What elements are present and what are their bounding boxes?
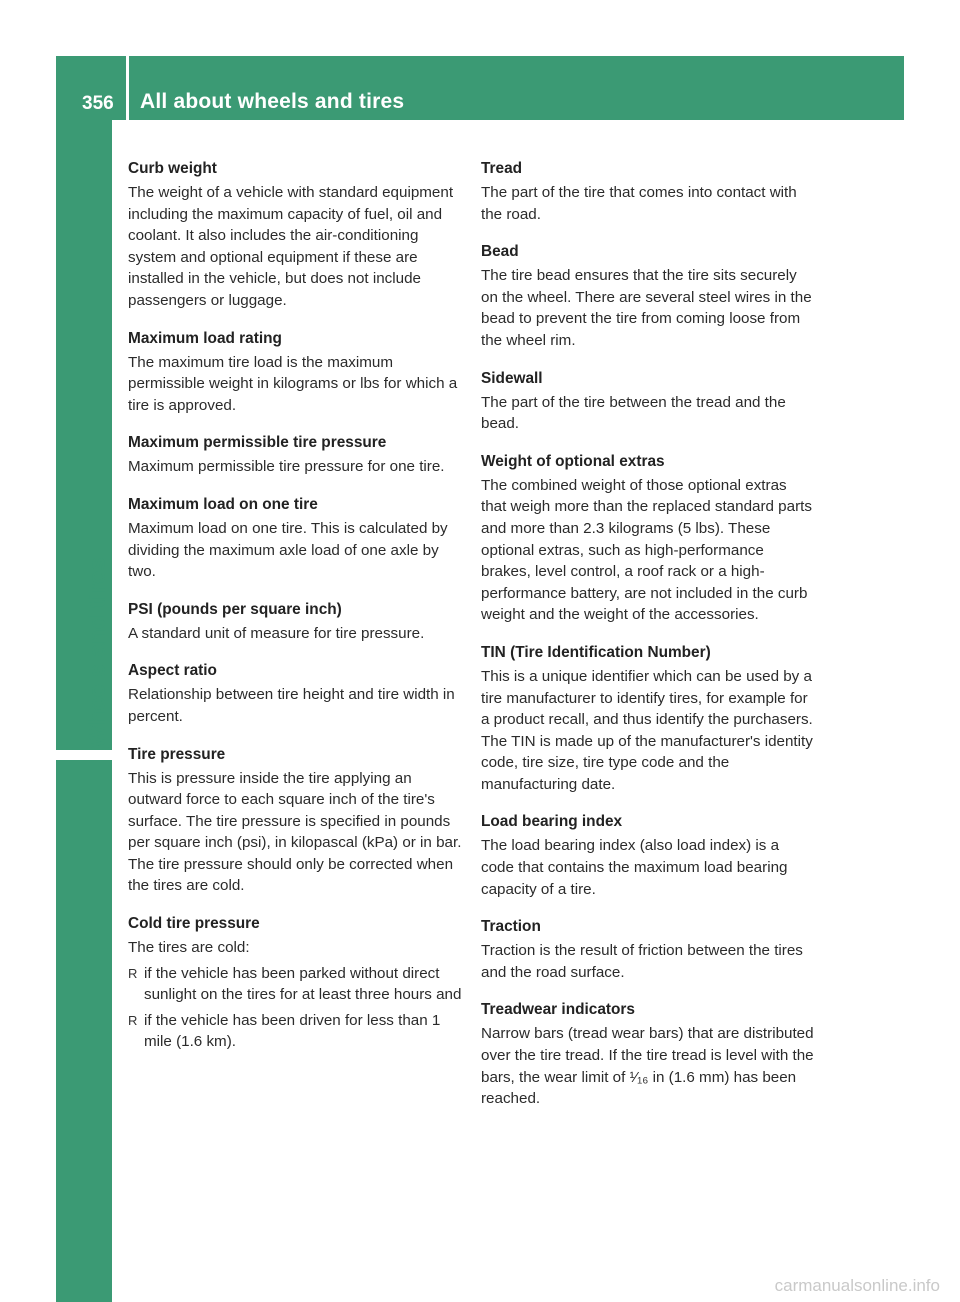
glossary-term: Tire pressure xyxy=(128,745,226,763)
glossary-term: Traction xyxy=(481,918,541,936)
glossary-entry xyxy=(481,152,815,225)
glossary-entry xyxy=(128,152,462,312)
glossary-entry xyxy=(481,910,815,983)
glossary-entry xyxy=(481,993,815,1109)
glossary-term: Maximum load on one tire xyxy=(128,495,318,513)
glossary-entry xyxy=(128,907,462,1053)
glossary-term: Maximum permissible tire pressure xyxy=(128,434,387,452)
glossary-term: Cold tire pressure xyxy=(128,915,260,933)
glossary-entry xyxy=(128,654,462,727)
glossary-term: Curb weight xyxy=(128,160,217,177)
glossary-entry xyxy=(128,426,462,478)
glossary-term: Load bearing index xyxy=(481,813,623,831)
glossary-entry xyxy=(481,445,815,626)
glossary-definition: The maximum tire load is the maximum permissible weight in kilograms or lbs for which a tire is approved. xyxy=(128,353,458,414)
glossary-term: TIN (Tire Identification Number) xyxy=(481,643,711,661)
list-item: R if the vehicle has been driven for less than 1 mile (1.6 km). xyxy=(128,1010,462,1053)
glossary-definition: The combined weight of those optional extras that weigh more than the replaced standard parts and more than 2.3 kilograms (5 lbs). These optional extras, such as high-performance brakes, level control, a roof rack or a high-performance battery, are not included in the curb weight and the weight of the accessories. xyxy=(481,476,812,624)
glossary-definition: Relationship between tire height and tire width in percent. xyxy=(128,686,455,725)
header-divider xyxy=(126,56,129,120)
glossary-definition: This is a unique identifier which can be used by a tire manufacturer to identify tires, for example for a product recall, and thus identify the purchasers. The TIN is made up of the manufacturer's identity code, tire size, tire type code and the manufacturing date. xyxy=(481,667,813,793)
glossary-definition: The tire bead ensures that the tire sits securely on the wheel. There are several steel wires in the bead to prevent the tire from coming loose from the wheel rim. xyxy=(481,267,812,349)
glossary-entry xyxy=(481,805,815,900)
glossary-definition: The weight of a vehicle with standard equipment including the maximum capacity of fuel, oil and coolant. It also includes the air-conditioning system and optional equipment if these are installed in the vehicle, but does not include passengers or luggage. xyxy=(128,184,454,309)
glossary-entry xyxy=(128,593,462,645)
side-tab-bottom xyxy=(56,760,112,1302)
glossary-term: Maximum load rating xyxy=(128,329,282,347)
list-item: R if the vehicle has been parked without direct sunlight on the tires for at least three hours and xyxy=(128,963,462,1006)
glossary-term: Tread xyxy=(481,160,523,177)
glossary-entry xyxy=(128,738,462,898)
bullet-list xyxy=(128,963,462,1053)
glossary-entry xyxy=(481,235,815,351)
page-header xyxy=(56,56,904,120)
side-tab-label: Wheels and tires xyxy=(84,557,111,748)
glossary-definition: This is pressure inside the tire applying an outward force to each square inch of the tire's surface. The tire pressure is specified in pounds per square inch (psi), in kilopascal (kPa) or in bar. The tire pressure should only be corrected when the tires are cold. xyxy=(128,769,462,895)
glossary-definition: Traction is the result of friction between the tires and the road surface. xyxy=(481,942,803,981)
glossary-definition: Maximum load on one tire. This is calculated by dividing the maximum axle load of one axle by two. xyxy=(128,519,448,581)
glossary-entry xyxy=(481,636,815,796)
glossary-term: Aspect ratio xyxy=(128,662,217,680)
glossary-entry xyxy=(481,362,815,435)
left-column xyxy=(128,152,462,1053)
glossary-definition: Narrow bars (tread wear bars) that are distributed over the tire tread. If the tire tread is level with the bars, the wear limit of ¹⁄₁₆ in (1.6 mm) has been reached. xyxy=(481,1025,814,1108)
glossary-term: PSI (pounds per square inch) xyxy=(128,600,342,618)
glossary-term: Weight of optional extras xyxy=(481,452,665,470)
glossary-definition: Maximum permissible tire pressure for one tire. xyxy=(128,458,445,476)
glossary-term: Bead xyxy=(481,243,519,261)
glossary-entry xyxy=(128,488,462,583)
glossary-definition: A standard unit of measure for tire pressure. xyxy=(128,624,425,642)
glossary-entry xyxy=(128,322,462,417)
watermark: carmanualsonline.info xyxy=(774,1276,940,1295)
page-number: 356 xyxy=(82,93,114,114)
glossary-definition: The load bearing index (also load index) is a code that contains the maximum load bearing capacity of a tire. xyxy=(481,837,788,898)
glossary-definition: The part of the tire that comes into contact with the road. xyxy=(481,184,797,223)
glossary-term: Sidewall xyxy=(481,369,543,387)
glossary-term: Treadwear indicators xyxy=(481,1001,635,1019)
glossary-definition: The tires are cold: xyxy=(128,939,250,957)
right-column xyxy=(481,152,815,1110)
glossary-definition: The part of the tire between the tread and the bead. xyxy=(481,393,786,433)
page-title: All about wheels and tires xyxy=(140,90,405,113)
